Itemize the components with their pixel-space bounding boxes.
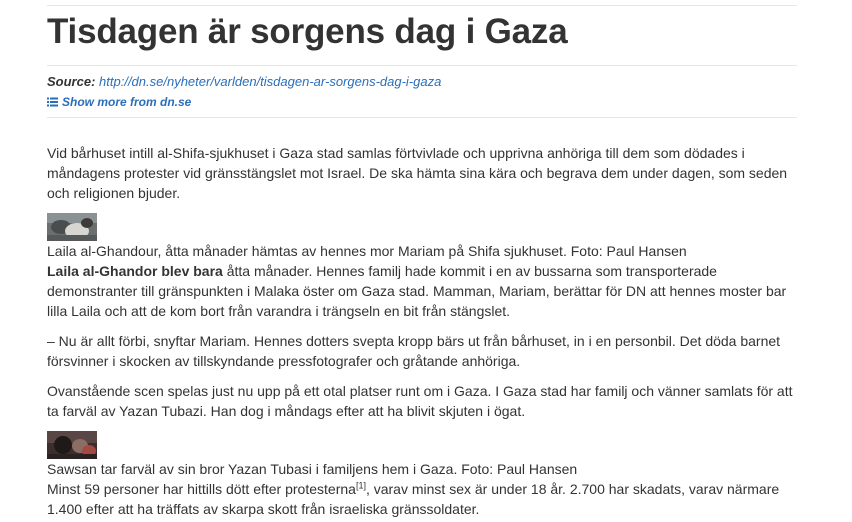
paragraph-3: – Nu är allt förbi, snyftar Mariam. Hennes dotters svepta kropp bärs ut från bårhuset, in i en personbil. Det döda barnet försvinner i skocken av tillskyndande pressfotografer och gråtande anhöriga. [47,333,781,369]
photo-caption-1: Laila al-Ghandour, åtta månader hämtas av hennes mor Mariam på Shifa sjukhuset. Foto: Paul Hansen [47,243,687,259]
photo-thumbnail [47,213,97,241]
footnote-link[interactable]: [1] [355,480,366,491]
article-title: Tisdagen är sorgens dag i Gaza [47,12,568,51]
paragraph-2-lead: Laila al-Ghandor blev bara [47,263,223,279]
title-divider [47,65,797,66]
paragraph-5-start: Minst 59 personer har hittills dött efter protesterna [47,481,356,497]
paragraph-4: Ovanstående scen spelas just nu upp på ett otal platser runt om i Gaza. I Gaza stad har familj och vänner samlats för att ta farväl av Yazan Tubazi. Han dog i måndags efter att ha blivit skjuten i ögat. [47,383,793,419]
photo-caption-2: Sawsan tar farväl av sin bror Yazan Tubasi i familjens hem i Gaza. Foto: Paul Hansen [47,461,578,477]
paragraph-2 [47,261,799,321]
top-divider [47,5,797,6]
source-link[interactable]: http://dn.se/nyheter/varlden/tisdagen-ar-sorgens-dag-i-gaza [99,74,442,89]
paragraph-1: Vid bårhuset intill al-Shifa-sjukhuset i Gaza stad samlas förtvivlade och upprivna anhöriga till dem som dödades i måndagens protester vid gränsstängslet mot Israel. De ska hämta sina kära och begrava dem under dagen, som seden och religionen bjuder. [47,145,788,201]
source-label: Source: [47,74,96,89]
photo-thumbnail [47,431,97,459]
paragraph-5-end: , varav minst sex är under 18 år. 2.700 har skadats, varav närmare 1.400 efter att ha träffats av skarpa skott från israeliska gränssoldater. [47,481,780,517]
article-body [47,143,799,522]
paragraph-2-rest: åtta månader. Hennes familj hade kommit i en av bussarna som transporterade demonstranter till gränspunkten i Malaka öster om Gaza stad. Mamman, Mariam, berättar för DN att hennes moster bar lilla Laila och att de kom bort från varandra i trängseln en bit från stängslet. [47,263,787,319]
show-more-label: Show more from dn.se [62,95,192,109]
list-icon [47,97,58,107]
paragraph-5 [47,479,799,519]
show-more-link[interactable] [47,94,191,110]
source-line [47,73,441,90]
meta-divider [47,117,797,118]
